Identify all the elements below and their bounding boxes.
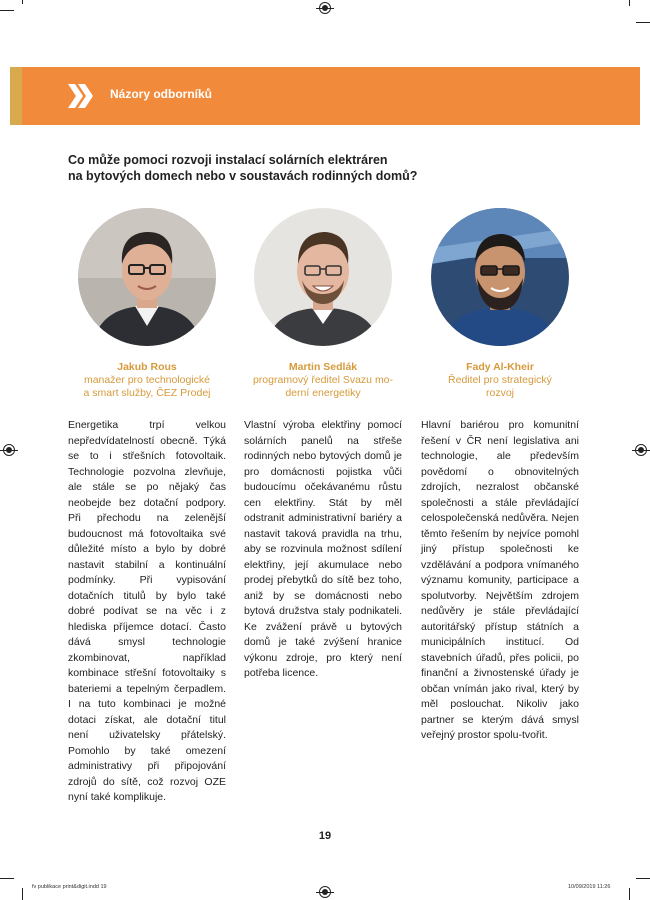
registration-mark-icon: [3, 444, 15, 456]
portrait-photo: [254, 208, 392, 346]
registration-mark-icon: [319, 2, 331, 14]
crop-mark: [636, 878, 650, 879]
expert-name: Martin Sedlák: [288, 361, 358, 373]
expert-role: rozvoj: [485, 387, 514, 399]
expert-role: derní energetiky: [285, 387, 361, 399]
expert-name: Jakub Rous: [117, 361, 177, 373]
banner-stripe: [10, 67, 22, 125]
print-slug-date: 10/09/2019 11:26: [568, 884, 611, 890]
section-banner: [10, 67, 640, 125]
expert-card: [415, 208, 585, 400]
portrait-photo: [431, 208, 569, 346]
expert-role: a smart služby, ČEZ Prodej: [83, 387, 211, 399]
expert-role: programový ředitel Svazu mo-: [252, 374, 394, 386]
crop-mark: [22, 888, 23, 900]
double-chevron-right-icon: [68, 83, 94, 109]
expert-role: Ředitel pro strategický: [448, 374, 552, 386]
print-slug-file: fv publikace print&digit.indd 19: [32, 884, 107, 890]
crop-mark: [22, 0, 23, 4]
expert-name: Fady Al-Kheir: [466, 361, 534, 373]
crop-mark: [0, 878, 14, 879]
expert-role: manažer pro technologické: [83, 374, 211, 386]
expert-answer-column: Vlastní výroba elektřiny pomocí solárních panelů na střeše rodinných nebo bytových domů je pro domácnosti pojistka vůči budoucímu očekávanému růstu cen elektřiny. Stát by měl odstranit administrativní bariéry a nastavit taková pravidla na trhu, aby se rozvinula možnost sdílení elektřiny, její akumulace nebo prodej přebytků do sítě bez toho, aniž by se domácnosti nebo bytová družstva staly podnikateli. Ke zvážení právě u bytových domů je také zvýšení hranice výkonu zdroje, pro který není potřeba licence.: [244, 419, 402, 679]
expert-card: [62, 208, 232, 400]
expert-card: [238, 208, 408, 400]
expert-answer-column: Energetika trpí velkou nepředvídatelností obecně. Týká se to i střešních fotovoltaik. Technologie pozvolna zlevňuje, ale stále se po nějaký čas neobejde bez dotační podpory. Při přechodu na zelenější budoucnost má fotovoltaika své důležité místo a bylo by dobré nastavit stabilní a kontinuální podmínky. Při vypisování dotačních titulů by bylo také dobré podívat se na věc i z hlediska příjemce dotací. Často dává smysl technologie zkombinovat, například kombinace střešní fotovoltaiky s bateriemi a tepelným čerpadlem. I na tuto kombinaci je možné dotaci získat, ale dotační titul není uživatelsky přátelský. Pomohlo by také omezení administrativy při připojování zdrojů do sítě, což rozvoj OZE nyní také komplikuje.: [68, 419, 226, 803]
crop-mark: [629, 0, 630, 6]
question-line: Co může pomoci rozvoji instalací solárních elektráren: [68, 153, 388, 167]
registration-mark-icon: [319, 886, 331, 898]
crop-mark: [636, 22, 650, 23]
registration-mark-icon: [635, 444, 647, 456]
portrait-photo: [78, 208, 216, 346]
page-number: 19: [318, 830, 332, 842]
question-heading: [68, 152, 588, 184]
expert-answer-column: Hlavní bariérou pro komunitní řešení v ČR není legislativa ani technologie, ale především povědomí o obnovitelných zdrojích, nezralost občanské společnosti a stále převládající celospolečenská nedůvěra. Nejen těmto řešením by nejvíce pomohl jiný přístup společnosti ke vzdělávání a podpora vnímaného významu komunity, participace a spolutvorby. Největším zdrojem nedůvěry je stále převládající autoritářský přístup státních a municipálních institucí. Od stavebních úřadů, přes policii, po finanční a živnostenské úřady je občan vnímán jako rival, který by měl poslouchat. Nikoliv jako partner se kterým dává smysl veřejný prostor spolu-tvořit.: [421, 419, 579, 741]
question-line: na bytových domech nebo v soustavách rodinných domů?: [68, 169, 418, 183]
crop-mark: [0, 10, 14, 11]
crop-mark: [629, 888, 630, 900]
section-title: Názory odborníků: [110, 87, 213, 101]
